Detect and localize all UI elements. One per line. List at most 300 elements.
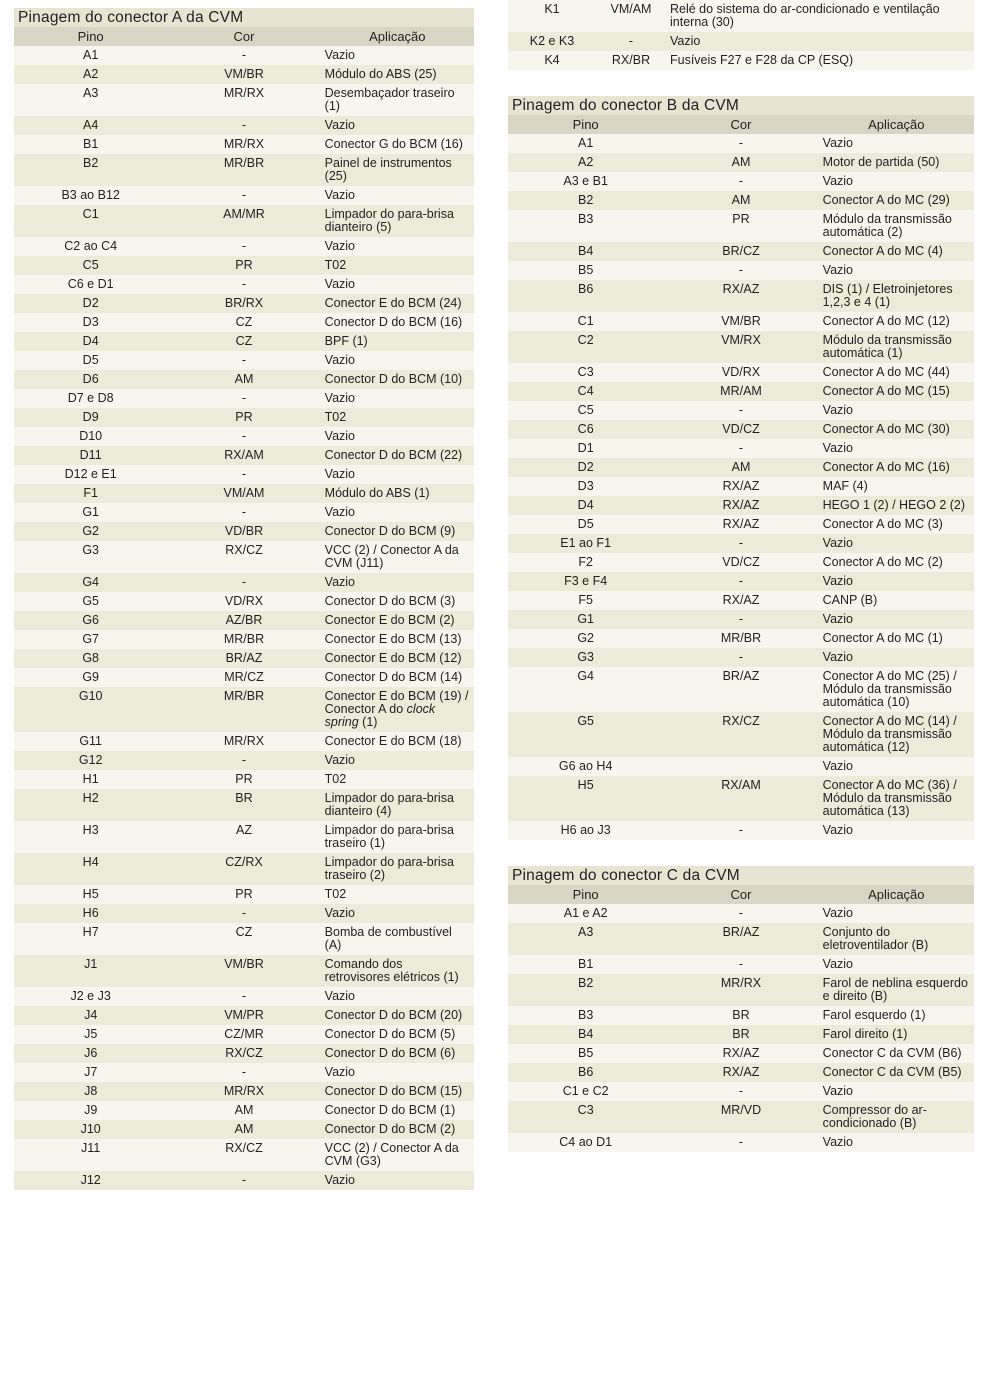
table-row (14, 1101, 474, 1120)
cell-cor: VD/RX (663, 363, 818, 382)
cell-cor: VM/BR (167, 65, 320, 84)
cell-pino: A3 (508, 923, 663, 955)
table-row (14, 205, 474, 237)
cell-cor: - (663, 439, 818, 458)
cell-cor: RX/AZ (663, 591, 818, 610)
cell-cor: - (167, 116, 320, 135)
cell-pino: D12 e E1 (14, 465, 167, 484)
table-row (14, 611, 474, 630)
table-header-row (508, 885, 974, 904)
cell-pino: H6 (14, 904, 167, 923)
cell-pino: J5 (14, 1025, 167, 1044)
table-row (508, 712, 974, 757)
cell-pino: D2 (508, 458, 663, 477)
cell-cor: VM/AM (596, 0, 666, 32)
table-row (14, 116, 474, 135)
cell-cor: RX/AM (167, 446, 320, 465)
table-row (14, 446, 474, 465)
cell-pino: G3 (14, 541, 167, 573)
cell-pino: K1 (508, 0, 596, 32)
cell-pino: E1 ao F1 (508, 534, 663, 553)
cell-pino: G4 (14, 573, 167, 592)
cell-aplicacao: Conector D do BCM (22) (321, 446, 474, 465)
table-row (508, 648, 974, 667)
cell-aplicacao: MAF (4) (819, 477, 974, 496)
cell-pino: J6 (14, 1044, 167, 1063)
table-row (14, 751, 474, 770)
cell-aplicacao: Conector E do BCM (24) (321, 294, 474, 313)
cell-pino: B2 (14, 154, 167, 186)
cell-aplicacao: BPF (1) (321, 332, 474, 351)
pinout-table-conector-a-cont (508, 0, 974, 70)
cell-aplicacao: Vazio (819, 534, 974, 553)
cell-cor: MR/CZ (167, 668, 320, 687)
cell-cor: MR/BR (167, 154, 320, 186)
cell-aplicacao: Conector A do MC (2) (819, 553, 974, 572)
table-row (508, 242, 974, 261)
cell-cor: RX/CZ (663, 712, 818, 757)
table-row (508, 955, 974, 974)
cell-cor: - (663, 401, 818, 420)
cell-pino: D1 (508, 439, 663, 458)
table-row (14, 484, 474, 503)
table-row (508, 261, 974, 280)
cell-pino: A1 (14, 46, 167, 65)
cell-aplicacao: Conector C da CVM (B5) (819, 1063, 974, 1082)
table-row (14, 370, 474, 389)
cell-aplicacao: Vazio (321, 237, 474, 256)
cell-cor: RX/AM (663, 776, 818, 821)
cell-pino: D3 (14, 313, 167, 332)
table-row (14, 186, 474, 205)
cell-pino: A3 e B1 (508, 172, 663, 191)
cell-cor: RX/AZ (663, 1044, 818, 1063)
cell-pino: D4 (14, 332, 167, 351)
cell-aplicacao: Desembaçador traseiro (1) (321, 84, 474, 116)
cell-cor: - (167, 46, 320, 65)
cell-pino: G12 (14, 751, 167, 770)
cell-pino: F2 (508, 553, 663, 572)
table-row (14, 427, 474, 446)
table-row (14, 770, 474, 789)
table-row (508, 134, 974, 153)
table-row (508, 553, 974, 572)
table (508, 866, 974, 1152)
cell-cor: AM (663, 153, 818, 172)
cell-pino: B5 (508, 261, 663, 280)
cell-aplicacao: Vazio (321, 116, 474, 135)
cell-pino: H5 (14, 885, 167, 904)
cell-cor: MR/BR (663, 629, 818, 648)
column-header-cor: Cor (663, 885, 818, 904)
cell-cor: - (167, 1171, 320, 1190)
table-row (14, 885, 474, 904)
cell-aplicacao: Conector A do MC (12) (819, 312, 974, 331)
cell-cor: MR/RX (167, 1082, 320, 1101)
cell-aplicacao: Vazio (321, 904, 474, 923)
cell-aplicacao: Conector A do MC (14) / Módulo da transmissão automática (12) (819, 712, 974, 757)
cell-pino: G7 (14, 630, 167, 649)
cell-pino: G11 (14, 732, 167, 751)
cell-pino: A2 (508, 153, 663, 172)
cell-pino: A1 e A2 (508, 904, 663, 923)
table-title: Pinagem do conector B da CVM (508, 96, 974, 115)
cell-cor: - (167, 503, 320, 522)
table-row (14, 1082, 474, 1101)
cell-cor: VD/CZ (663, 553, 818, 572)
cell-cor: - (663, 172, 818, 191)
table-row (14, 154, 474, 186)
cell-pino: B4 (508, 242, 663, 261)
table-header-row (508, 115, 974, 134)
cell-cor: BR/AZ (663, 923, 818, 955)
cell-aplicacao: T02 (321, 256, 474, 275)
table-row (14, 821, 474, 853)
table-row (14, 332, 474, 351)
cell-cor: BR (167, 789, 320, 821)
table-row (508, 572, 974, 591)
cell-pino: D4 (508, 496, 663, 515)
cell-cor: RX/CZ (167, 1044, 320, 1063)
cell-aplicacao: CANP (B) (819, 591, 974, 610)
cell-aplicacao: Vazio (321, 503, 474, 522)
cell-aplicacao: Vazio (321, 46, 474, 65)
cell-aplicacao: Conector D do BCM (16) (321, 313, 474, 332)
cell-cor: - (167, 1063, 320, 1082)
cell-aplicacao: Conector A do MC (30) (819, 420, 974, 439)
cell-cor: - (663, 1082, 818, 1101)
cell-aplicacao: Módulo do ABS (1) (321, 484, 474, 503)
cell-pino: C4 ao D1 (508, 1133, 663, 1152)
cell-aplicacao: Conector A do MC (44) (819, 363, 974, 382)
cell-pino: B5 (508, 1044, 663, 1063)
cell-pino: J8 (14, 1082, 167, 1101)
cell-cor: - (167, 987, 320, 1006)
cell-aplicacao: Vazio (819, 134, 974, 153)
table-row (14, 351, 474, 370)
cell-pino: G4 (508, 667, 663, 712)
cell-pino: H1 (14, 770, 167, 789)
cell-cor: AM/MR (167, 205, 320, 237)
cell-pino: B4 (508, 1025, 663, 1044)
cell-aplicacao: T02 (321, 408, 474, 427)
cell-cor: CZ (167, 332, 320, 351)
cell-pino: J4 (14, 1006, 167, 1025)
cell-aplicacao: Conector D do BCM (20) (321, 1006, 474, 1025)
cell-aplicacao: Vazio (321, 573, 474, 592)
cell-pino: G8 (14, 649, 167, 668)
column-header-cor: Cor (663, 115, 818, 134)
cell-cor: - (663, 648, 818, 667)
table-row (508, 382, 974, 401)
cell-aplicacao: Vazio (819, 261, 974, 280)
cell-aplicacao: Conector A do MC (3) (819, 515, 974, 534)
cell-aplicacao: Conector E do BCM (19) / Conector A do clock spring (1) (321, 687, 474, 732)
cell-pino: C6 (508, 420, 663, 439)
cell-cor: AZ (167, 821, 320, 853)
cell-cor: - (663, 1133, 818, 1152)
cell-aplicacao: Vazio (321, 465, 474, 484)
table-row (508, 280, 974, 312)
table-row (14, 256, 474, 275)
cell-cor: - (663, 610, 818, 629)
cell-pino: G10 (14, 687, 167, 732)
table-title-row (14, 8, 474, 27)
cell-cor: MR/BR (167, 687, 320, 732)
cell-cor: BR/RX (167, 294, 320, 313)
table-row (508, 757, 974, 776)
cell-aplicacao: HEGO 1 (2) / HEGO 2 (2) (819, 496, 974, 515)
cell-cor: RX/AZ (663, 477, 818, 496)
cell-aplicacao: Vazio (321, 427, 474, 446)
cell-aplicacao: Conector G do BCM (16) (321, 135, 474, 154)
cell-aplicacao: Comando dos retrovisores elétricos (1) (321, 955, 474, 987)
cell-pino: D9 (14, 408, 167, 427)
cell-cor: VM/PR (167, 1006, 320, 1025)
table-row (14, 1120, 474, 1139)
cell-cor: RX/CZ (167, 541, 320, 573)
cell-cor: CZ/RX (167, 853, 320, 885)
table-row (14, 592, 474, 611)
cell-aplicacao: Conector E do BCM (13) (321, 630, 474, 649)
cell-aplicacao: Vazio (819, 821, 974, 840)
cell-aplicacao: Conector A do MC (25) / Módulo da transmissão automática (10) (819, 667, 974, 712)
table-row (14, 732, 474, 751)
table-row (14, 904, 474, 923)
cell-aplicacao: Conector D do BCM (10) (321, 370, 474, 389)
pinout-table-conector-a (14, 8, 474, 1190)
cell-pino: B3 (508, 210, 663, 242)
cell-pino: G2 (508, 629, 663, 648)
table-row (14, 465, 474, 484)
cell-aplicacao: Farol de neblina esquerdo e direito (B) (819, 974, 974, 1006)
cell-cor: MR/RX (663, 974, 818, 1006)
cell-cor: - (663, 261, 818, 280)
table-row (508, 1101, 974, 1133)
cell-cor: PR (167, 256, 320, 275)
cell-cor: - (167, 751, 320, 770)
cell-aplicacao: Painel de instrumentos (25) (321, 154, 474, 186)
cell-pino: B1 (14, 135, 167, 154)
cell-aplicacao: Conjunto do eletroventilador (B) (819, 923, 974, 955)
cell-aplicacao: Conector D do BCM (6) (321, 1044, 474, 1063)
table-row (508, 974, 974, 1006)
cell-pino: F3 e F4 (508, 572, 663, 591)
cell-cor: CZ/MR (167, 1025, 320, 1044)
cell-aplicacao: T02 (321, 770, 474, 789)
table-row (508, 32, 974, 51)
cell-aplicacao: Conector A do MC (1) (819, 629, 974, 648)
cell-aplicacao: Conector A do MC (15) (819, 382, 974, 401)
table-row (14, 573, 474, 592)
cell-aplicacao: VCC (2) / Conector A da CVM (J11) (321, 541, 474, 573)
pinout-table-conector-b (508, 96, 974, 840)
cell-pino: A2 (14, 65, 167, 84)
cell-cor: - (663, 134, 818, 153)
cell-cor: MR/BR (167, 630, 320, 649)
table-row (508, 363, 974, 382)
cell-cor: PR (663, 210, 818, 242)
table-row (508, 923, 974, 955)
cell-aplicacao: Conector D do BCM (9) (321, 522, 474, 541)
cell-cor: - (663, 821, 818, 840)
table-row (14, 687, 474, 732)
table-row (508, 331, 974, 363)
cell-pino: C2 (508, 331, 663, 363)
cell-pino: C1 (508, 312, 663, 331)
cell-cor: AM (167, 1120, 320, 1139)
cell-pino: B2 (508, 191, 663, 210)
table-row (508, 1082, 974, 1101)
table-row (508, 904, 974, 923)
cell-pino: F1 (14, 484, 167, 503)
cell-cor: VM/BR (167, 955, 320, 987)
table-row (14, 237, 474, 256)
table-row (508, 172, 974, 191)
cell-cor: - (663, 955, 818, 974)
cell-pino: J2 e J3 (14, 987, 167, 1006)
column-header-aplicacao: Aplicação (819, 885, 974, 904)
cell-cor: RX/AZ (663, 515, 818, 534)
cell-aplicacao: Farol direito (1) (819, 1025, 974, 1044)
table (508, 96, 974, 840)
cell-aplicacao: Vazio (321, 351, 474, 370)
cell-aplicacao: DIS (1) / Eletroinjetores 1,2,3 e 4 (1) (819, 280, 974, 312)
cell-pino: B2 (508, 974, 663, 1006)
cell-pino: D5 (14, 351, 167, 370)
cell-aplicacao: T02 (321, 885, 474, 904)
table-row (508, 153, 974, 172)
cell-aplicacao: Motor de partida (50) (819, 153, 974, 172)
cell-pino: C5 (508, 401, 663, 420)
table-row (14, 668, 474, 687)
table-title-row (508, 96, 974, 115)
cell-cor: VM/AM (167, 484, 320, 503)
table-row (508, 496, 974, 515)
cell-aplicacao: Vazio (321, 275, 474, 294)
cell-pino: C3 (508, 363, 663, 382)
cell-cor: - (596, 32, 666, 51)
cell-pino: D7 e D8 (14, 389, 167, 408)
cell-pino: F5 (508, 591, 663, 610)
cell-pino: G5 (508, 712, 663, 757)
cell-pino: B6 (508, 1063, 663, 1082)
table-row (508, 610, 974, 629)
table-row (508, 821, 974, 840)
cell-pino: J11 (14, 1139, 167, 1171)
cell-cor: AZ/BR (167, 611, 320, 630)
column-header-aplicacao: Aplicação (819, 115, 974, 134)
cell-aplicacao: Vazio (819, 955, 974, 974)
table-row (508, 312, 974, 331)
table-row (508, 1063, 974, 1082)
cell-pino: G6 (14, 611, 167, 630)
table (508, 0, 974, 70)
cell-aplicacao: Vazio (819, 401, 974, 420)
table-row (508, 439, 974, 458)
cell-aplicacao: Vazio (819, 1082, 974, 1101)
table-header-row (14, 27, 474, 46)
cell-aplicacao: Conector D do BCM (14) (321, 668, 474, 687)
cell-cor: BR (663, 1006, 818, 1025)
cell-pino: C1 (14, 205, 167, 237)
cell-pino: G1 (508, 610, 663, 629)
cell-aplicacao: Vazio (819, 1133, 974, 1152)
table-row (508, 458, 974, 477)
cell-aplicacao: Limpador do para-brisa dianteiro (4) (321, 789, 474, 821)
cell-cor: VD/CZ (663, 420, 818, 439)
column-header-cor: Cor (167, 27, 320, 46)
cell-cor: CZ (167, 313, 320, 332)
cell-pino: K4 (508, 51, 596, 70)
cell-aplicacao: Conector E do BCM (2) (321, 611, 474, 630)
cell-cor: - (167, 237, 320, 256)
cell-cor: PR (167, 408, 320, 427)
cell-cor: - (167, 573, 320, 592)
cell-cor: VM/RX (663, 331, 818, 363)
cell-aplicacao: Conector A do MC (16) (819, 458, 974, 477)
cell-aplicacao: Limpador do para-brisa traseiro (1) (321, 821, 474, 853)
table-row (508, 534, 974, 553)
cell-aplicacao: Farol esquerdo (1) (819, 1006, 974, 1025)
cell-pino: C1 e C2 (508, 1082, 663, 1101)
table-row (508, 401, 974, 420)
cell-aplicacao: Vazio (819, 648, 974, 667)
table-row (14, 1139, 474, 1171)
table-row (14, 65, 474, 84)
table-row (508, 210, 974, 242)
cell-aplicacao: Conector D do BCM (15) (321, 1082, 474, 1101)
table-row (14, 923, 474, 955)
cell-pino: J10 (14, 1120, 167, 1139)
cell-cor: CZ (167, 923, 320, 955)
cell-cor: - (663, 534, 818, 553)
cell-cor: - (167, 275, 320, 294)
cell-aplicacao: Vazio (321, 1171, 474, 1190)
table-row (508, 51, 974, 70)
cell-pino: A1 (508, 134, 663, 153)
cell-cor: AM (167, 1101, 320, 1120)
cell-aplicacao: Conector A do MC (4) (819, 242, 974, 261)
cell-cor: - (167, 904, 320, 923)
cell-pino: C4 (508, 382, 663, 401)
table-row (14, 1171, 474, 1190)
cell-aplicacao: Módulo da transmissão automática (2) (819, 210, 974, 242)
left-column (14, 8, 474, 1216)
cell-aplicacao: Módulo do ABS (25) (321, 65, 474, 84)
pinout-table-conector-c (508, 866, 974, 1152)
cell-pino: G9 (14, 668, 167, 687)
cell-cor (663, 757, 818, 776)
table-row (14, 1006, 474, 1025)
cell-pino: H2 (14, 789, 167, 821)
cell-pino: D11 (14, 446, 167, 465)
cell-aplicacao: Limpador do para-brisa traseiro (2) (321, 853, 474, 885)
table-row (14, 541, 474, 573)
cell-aplicacao: Vazio (819, 439, 974, 458)
table-row (14, 522, 474, 541)
cell-cor: MR/RX (167, 84, 320, 116)
cell-aplicacao: Vazio (321, 1063, 474, 1082)
cell-cor: RX/BR (596, 51, 666, 70)
table-row (508, 629, 974, 648)
cell-cor: MR/RX (167, 135, 320, 154)
cell-pino: H4 (14, 853, 167, 885)
cell-aplicacao: Conector E do BCM (18) (321, 732, 474, 751)
cell-aplicacao: Conector D do BCM (1) (321, 1101, 474, 1120)
cell-cor: MR/AM (663, 382, 818, 401)
column-header-pino: Pino (508, 885, 663, 904)
